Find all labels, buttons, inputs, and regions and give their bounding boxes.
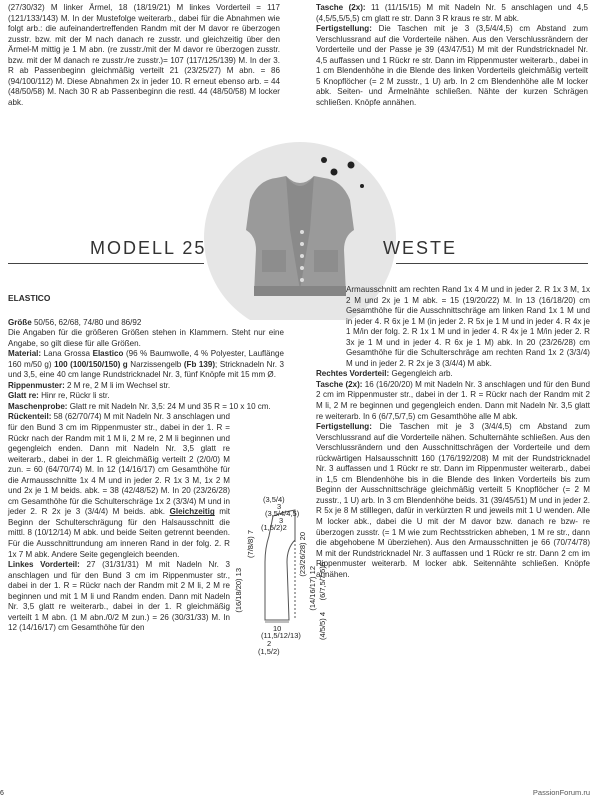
right-front-paragraph: Rechtes Vorderteil: Gegengleich arb. <box>316 369 453 379</box>
top-left-column <box>8 3 280 108</box>
left-front-paragraph: Linkes Vorderteil: 27 (31/31/31) M mit Nadeln Nr. 3 anschlagen und für den Bund 3 cm im Rippenmuster str., dabei in der 1. R = Rückr nach der Randm mit 2 M li, 2 M re beginnen und mit 1 M li und Randm enden. Dann mit Nadeln Nr. 3,5 glatt re weiterarb., dabei in der 1. R gleichmäßig verteilt 1 M abn. (1 M abn./0/2 M zun.) = 26 (30/31/33) M. In 12 (14/16/17) cm Gesamthöhe für den <box>8 560 230 633</box>
armhole-paragraph: Armausschnitt am rechten Rand 1x 4 M und in jeder 2. R 1x 3 M, 1x 2 M und 2x je 1 M abk. = 15 (19/20/22) M. In 13 (16/18/20) cm Gesamthöhe für die Ausschnittschräge am linken Rand 1x 1 M und in jeder 4. R 6x je 1 M (in jeder 2. R 5x je 1 M und in jeder 4. R 4x je 1 M/in der folg. 2. R 1x 1 M und in jeder 4. R 4x je 1 M/in jeder 2. R 3x je 1 M und in jeder 4. R 6x je 1 M) abk. In 20 (23/26/28) cm Gesamthöhe für die Schulterschräge am rechten Rand 1x 2 (3/3/4) M und in jeder 2. R 2x je 3 (3/4/4) M abk. <box>346 285 590 368</box>
dim-top1: (3,5/4) <box>263 495 285 504</box>
top-right-column <box>316 3 588 108</box>
rule-left <box>8 263 204 264</box>
dim-right-mid: (14/16/17) 12 <box>308 566 317 611</box>
finishing-paragraph: Fertigstellung: Die Taschen mit je 3 (3,5/4/4,5) cm Abstand zum Verschlussrand auf die Vorderteile nähen. Aus den Verschlussrändern der Vorderteile und der Passe je 39 (43/47/51) M mit der Rundstricknadel Nr. 4,5 auffassen und 1 Rückr re str. Dann im Rippenmuster weiterarb., dabei in 1 cm Blendenhöhe in die Blende des linken Vorderteils gleichmäßig verteilt 5 Knopflöcher (= 2 M zusstr., 1 U) arb. In 2 cm Blendenhöhe alle M locker abk. Seiten- und Ärmelnähte schließen. Nähte der kurzen Schrägen schließen. Knöpfe annähen. <box>316 24 588 107</box>
pocket-paragraph-2: Tasche (2x): 16 (16/20/20) M mit Nadeln Nr. 3 anschlagen und für den Bund 2 cm im Rippenmuster str., dabei in der 1. R = Rückr nach der Randm mit 2 M li, 2 M re beginnen und gegengleich enden. Dann mit Nadeln Nr. 3,5 glatt re weiterarb. In 6 (6/7,5/7,5) cm Gesamthöhe alle M abk. <box>316 379 590 421</box>
rib-pattern-paragraph: Rippenmuster: 2 M re, 2 M li im Wechsel str. <box>8 380 171 390</box>
rule-right <box>396 263 588 264</box>
dim-bottom1: 10 <box>273 624 282 633</box>
body-right-column <box>316 285 590 580</box>
finishing-paragraph-2: Fertigstellung: Die Taschen mit je 3 (3/4/4,5) cm Abstand zum Verschlussrand auf die Vorderteile nähen. Schulternähte schließen. Aus den Verschlussrändern und den Ausschnittschrägen der Vorderteile und dem rückwärtigen Halsausschnitt 160 (176/192/208) M mit der Rundstricknadel Nr. 3 auffassen und 1 Rückr re str. Dann im Rippenmuster weiterarb., dabei in 1,5 cm Blendenhöhe bis in die Blende des linken Vorderteils bis zum Beginn der Ausschnittschräge gleichmäßig verteilt 5 Knopflöcher (= 2 M zusstr., 1 U) arb. In 3 cm Blendenhöhe beids. 31 (39/45/51) M und in jeder 2. R 5x je 8 M stilllegen, dafür in verkürzten R und jeweils mit 1 U wenden. Alle M locker abk., dabei die U mit der M davor bzw. danach re bzw- re überzogen zusstr. (= 1 M wie zum Rechtsstricken abheben, 1 M re str., dann die abgehobene M überziehen). Aus den Armausschnitten je 66 (70/74/78) M mit der Rundstricknadel Nr. 3 auffassen und 1 Rückr re str. Dann 2 cm im Rippenmuster weiterarb. M locker abk. Seitennähte schließen. Knöpfe annähen. <box>316 422 590 579</box>
page-title: WESTE <box>383 238 458 258</box>
dim-top5: (1,5/2)2 <box>261 523 287 532</box>
size-note: Die Angaben für die größeren Größen stehen in Klammern. Steht nur eine Angabe, so gilt diese für alle Größen. <box>8 328 284 348</box>
dim-right-total: (23/26/28) 20 <box>298 532 307 577</box>
pocket-paragraph: Tasche (2x): 11 (11/15/15) M mit Nadeln Nr. 5 anschlagen und 4,5 (4,5/5,5/5,5) cm glatt re str. Dann 3 R kraus re str. M abk. <box>316 3 588 23</box>
dim-right-bottom: (4/5/5) 4 <box>318 612 327 640</box>
dim-top3: (3,5/4/4,5) <box>265 509 300 518</box>
dim-top4: 3 <box>279 516 284 525</box>
schematic-diagram <box>233 492 329 648</box>
yarn-brand: ELASTICO <box>8 293 51 303</box>
dim-bottom2: (11,5/12/13) <box>261 631 301 640</box>
dim-right-armhole: (6/7,5/7,5)6 <box>318 562 327 601</box>
dim-top2: 3 <box>277 502 282 511</box>
model-title: MODELL 25 <box>90 238 207 258</box>
back-paragraph: Rückenteil: 58 (62/70/74) M mit Nadeln Nr. 3 anschlagen und für den Bund 3 cm im Rippenmuster str., dabei in der 1. R = Rückr nach der Randm mit 1 M li, 2 M re, 2 M li beginnen und gegengleich enden. Dann mit Nadeln Nr. 3,5 glatt re weiterarb., dabei in der 1. R gleichmäßig verteilt 2 (2/0/0) M zun. = 60 (64/70/74) M. In 12 (14/16/17) cm Gesamthöhe für die Armausschnitte 1x 4 M und in jeder 2. R 1x 3 M, 1x 2 M und 2x je 1 M beids. abk. = 38 (42/48/52) M. In 20 (23/26/28) cm Gesamthöhe für die Schulterschräge 1x 2 (3/3/4) M und in jeder 2. R 2x je 3 (3/4/4) M beids. abk. Gleichzeitig mit Beginn der Schulterschrägung für den Halsausschnitt die mittl. 8 (10/12/14) M abk. und beide Seiten getrennt beenden. Für die Ausschnittrundung am inneren Rand in der folg. 2. R 1x 7 M abk. Andere Seite gegengleich beenden. <box>8 412 231 559</box>
stockinette-paragraph: Glatt re: Hinr re, Rückr li str. <box>8 391 110 401</box>
material-paragraph: Material: Lana Grossa Elastico (96 % Baumwolle, 4 % Polyester, Lauflänge 160 m/50 g) 100 (100/150/150) g Narzissengelb (Fb 139); Stricknadeln Nr. 3 und 3,5, eine 40 cm lange Rundstricknadel Nr. 3, fünf Knöpfe mit 15 mm Ø. <box>8 349 285 380</box>
dim-left-lower: (16/18/20) 13 <box>234 568 243 613</box>
pattern-text: (27/30/32) M linker Ärmel, 18 (18/19/21) M linkes Vorderteil = 117 (121/133/143) M. In der Mustefolge weiterarb., dabei für die Abnahmen wie folgt arb.: die aufeinandertreffenden Randm mit der M davor re überzogen zusstr. bzw. mit der M nach danach re zusstr. und gleichzeitig über den Ärmel-M mittig je 1 M abn. (re zusstr./mit der M davor re überzogen zusstr. bzw. mit der M danach re zusstr./re zusstr.)= 107 (117/125/139) M. In der 3. R ab Passenbeginn gleichmäßig verteilt 21 (23/25/27) M abn. = 86 (94/100/112) M. Diese Abnahmen 2x in jeder 10. R erneut ebenso arb. = 44 (48/50/58) M. Nach 30 R ab Passenbeginn die restl. 44 (48/50/58) M locker abk. <box>8 3 280 107</box>
dim-bottom3: 2 <box>267 639 272 648</box>
gauge-paragraph: Maschenprobe: Glatt re mit Nadeln Nr. 3,5: 24 M und 35 R = 10 x 10 cm. <box>8 401 271 411</box>
watermark: PassionForum.ru <box>532 788 590 797</box>
page-number: 6 <box>0 790 4 797</box>
dim-left-upper: (7/8/8) 7 <box>246 530 255 558</box>
dim-bottom4: (1,5/2) <box>258 647 280 656</box>
size-paragraph: Größe 50/56, 62/68, 74/80 und 86/92 <box>8 317 142 327</box>
